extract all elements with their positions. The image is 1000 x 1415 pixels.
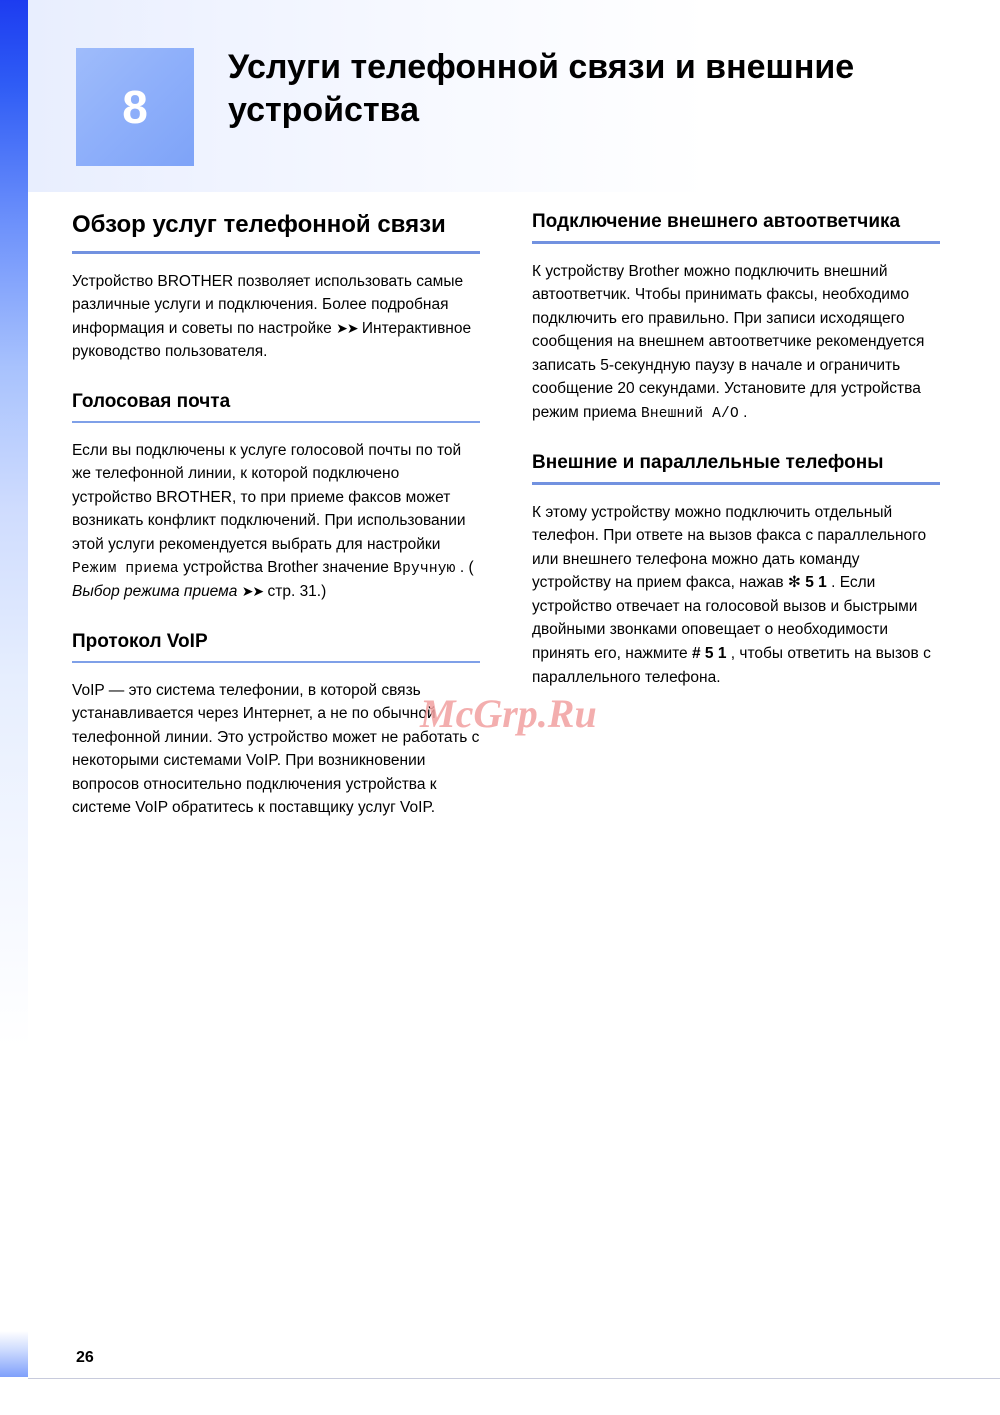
overview-paragraph xyxy=(72,270,480,364)
chapter-number: 8 xyxy=(122,81,148,133)
voip-paragraph: VoIP — это система телефонии, в которой связь устанавливается через Интернет, а не по обычной телефонной линии. Это устройство может не работать с некоторыми системами VoIP. При возникновении вопросов относительно подключения устройства к системе VoIP обратитесь к поставщику услуг VoIP. xyxy=(72,681,480,817)
page-columns xyxy=(72,210,940,846)
voicemail-setting-name: Режим приема xyxy=(72,561,179,578)
subsection-title-voip: Протокол VoIP xyxy=(72,630,208,652)
external-phones-paragraph xyxy=(532,501,940,689)
overview-block xyxy=(72,210,480,364)
left-gradient-bar xyxy=(0,0,28,1415)
section-rule xyxy=(72,251,480,254)
voicemail-cross-ref: Выбор режима приема xyxy=(72,583,238,601)
double-arrow-icon: ➤➤ xyxy=(241,583,264,600)
watermark: McGrp.Ru xyxy=(420,691,597,736)
section-title-overview: Обзор услуг телефонной связи xyxy=(72,211,446,238)
voicemail-text-a: Если вы подключены к услуге голосовой почты по той же телефонной линии, к которой подключено устройство BROTHER, то при приеме факсов может возникать конфликт подключений. При использовании этой услуги рекомендуется выбрать для настройки xyxy=(72,441,466,553)
voicemail-block xyxy=(72,390,480,604)
subsection-title-voicemail: Голосовая почта xyxy=(72,390,231,412)
chapter-header xyxy=(28,0,1000,192)
voicemail-text-c: . ( xyxy=(459,559,474,577)
voicemail-text-b: устройства Brother значение xyxy=(183,559,394,577)
subsection-title-external-phones: Внешние и параллельные телефоны xyxy=(532,452,884,473)
subsection-rule-tad xyxy=(532,241,940,244)
subsection-title-tad: Подключение внешнего автоответчика xyxy=(532,211,901,232)
voip-block xyxy=(72,630,480,820)
tad-paragraph xyxy=(532,260,940,425)
voicemail-text-d: стр. 31.) xyxy=(267,583,327,601)
left-gradient-bar-bottom xyxy=(0,1331,28,1377)
footer-divider xyxy=(28,1378,1000,1379)
subsection-rule-voicemail xyxy=(72,421,480,423)
voicemail-paragraph xyxy=(72,439,480,604)
tad-text-a: К устройству Brother можно подключить внешний автоответчик. Чтобы принимать факсы, необходимо подключить его правильно. При записи исходящего сообщения на внешнем автоответчике рекомендуется записать 5-секундную паузу в начале и ограничить сообщение 20 секундами. Установите для устройства режим приема xyxy=(532,262,925,421)
telephone-answer-code: # 5 1 xyxy=(692,644,727,662)
right-column xyxy=(532,210,940,846)
external-phones-text-c: , чтобы ответить на вызов с параллельного телефона. xyxy=(532,644,931,686)
tad-setting-value: Внешний А/О xyxy=(640,405,739,422)
external-phones-text-b: . Если устройство отвечает на голосовой вызов и быстрыми двойными звонками оповещает о необходимости принять его, нажмите xyxy=(532,574,918,662)
subsection-rule-voip xyxy=(72,661,480,663)
voicemail-setting-value: Вручную xyxy=(393,561,456,578)
overview-text-1: Устройство BROTHER позволяет использовать самые различные услуги и подключения. Более подробная информация и советы по настройке xyxy=(72,272,464,337)
double-arrow-icon: ➤➤ xyxy=(336,319,358,336)
tad-block xyxy=(532,210,940,425)
left-column xyxy=(72,210,480,846)
overview-text-2: Интерактивное руководство пользователя. xyxy=(72,319,472,361)
chapter-number-box xyxy=(76,48,194,166)
subsection-rule-external-phones xyxy=(532,482,940,485)
tad-text-b: . xyxy=(743,403,748,421)
external-phones-block xyxy=(532,451,940,689)
page-number: 26 xyxy=(76,1349,94,1366)
fax-receive-code: 5 1 xyxy=(805,574,827,592)
asterisk-icon: ✻ xyxy=(787,574,801,592)
chapter-title: Услуги телефонной связи и внешние устройства xyxy=(228,48,855,129)
external-phones-text-a: К этому устройству можно подключить отдельный телефон. При ответе на вызов факса с параллельного или внешнего телефона можно дать команду устройству на прием факса, нажав xyxy=(532,503,927,592)
